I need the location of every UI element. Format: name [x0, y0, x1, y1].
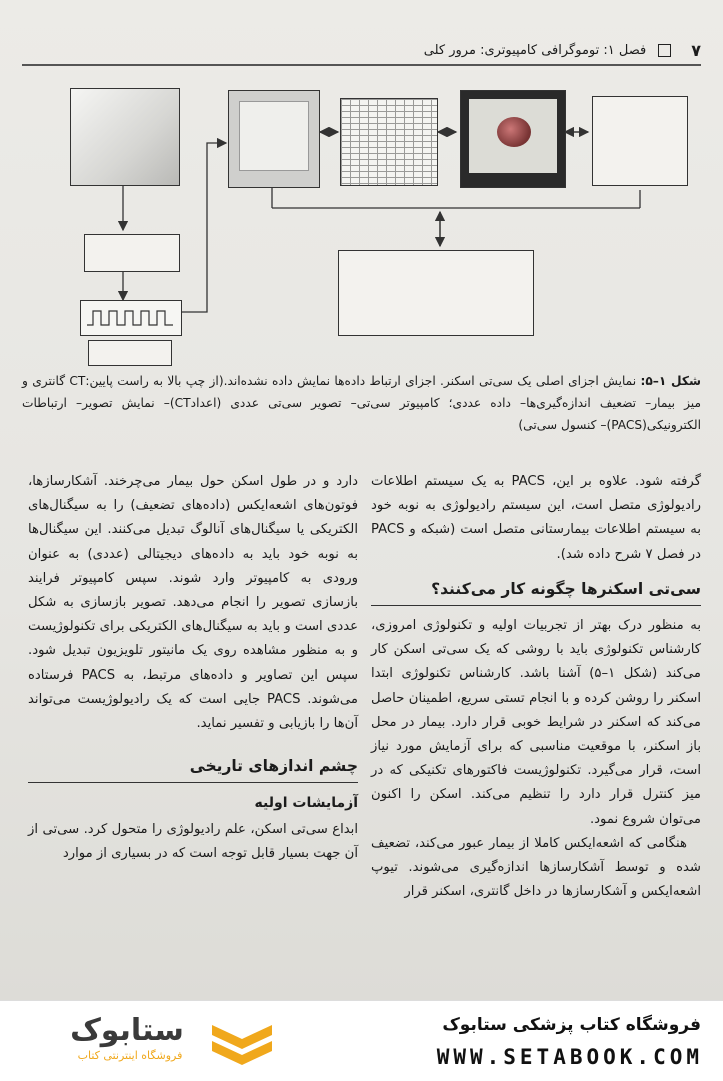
page-number: ۷	[691, 40, 701, 60]
store-banner	[0, 1000, 723, 1081]
paragraph: گرفته شود. علاوه بر این، PACS به یک سیستم اطلاعات رادیولوژی متصل است، این سیستم رادیولوژی به نوبه خود به سیستم اطلاعات بیمارستانی متصل است (شبکه و PACS در فصل ۷ شرح داده شد).	[371, 474, 701, 562]
right-column	[371, 470, 701, 904]
ct-computer-photo	[228, 90, 320, 188]
pacs-box	[338, 250, 534, 336]
square-ornament-icon	[658, 44, 671, 57]
paragraph: ابداع سی‌تی اسکن، علم رادیولوژی را متحول کرد. سی‌تی از آن جهت بسیار قابل توجه است که در بسیاری از موارد	[28, 821, 358, 861]
section-heading: سی‌تی اسکنرها چگونه کار می‌کنند؟	[371, 577, 701, 606]
attenuation-measurement-box	[84, 234, 180, 272]
ct-gantry-photo	[70, 88, 180, 186]
logo-subtitle: فروشگاه اینترنتی کتاب	[77, 1049, 183, 1062]
store-logo[interactable]	[22, 1013, 272, 1069]
logo-text: ستابوک	[70, 1013, 184, 1048]
paragraph: به منظور درک بهتر از تجربیات اولیه و تکنولوژی امروزی، کارشناس تکنولوژی باید با روشی که یک سی‌تی اسکن کار می‌کند (شکل ۱–۵) آشنا باشد. کارشناس تکنولوژی ابتدا اسکنر را روشن کرده و با انجام تستی سریع، اطمینان حاصل می‌کند که اسکنر در شرایط خوبی قرار دارد. بیمار در محل باز اسکنر، با موقعیت مناسبی که برای آزمایش مورد نیاز است، قرار می‌گیرد. تکنولوژیست فاکتورهای تکنیکی که در میز کنترل قرار دارد را تنظیم می‌کند. اسکن را اکنون می‌توان شروع نمود.	[371, 618, 701, 827]
paragraph: هنگامی که اشعه‌ایکس کاملا از بیمار عبور می‌کند، تضعیف شده و توسط آشکارسازها اندازه‌گیری می‌شوند. تیوپ اشعه‌ایکس و آشکارسازها در داخل گانتری، اسکنر قرار	[371, 835, 701, 900]
page-header	[22, 38, 701, 62]
chapter-title: فصل ۱: توموگرافی کامپیوتری: مرور کلی	[423, 42, 647, 58]
section-heading: چشم اندازهای تاریخی	[28, 754, 358, 783]
digital-data-box	[88, 340, 172, 366]
ct-scanner-diagram	[0, 80, 723, 380]
caption-label: شکل ۱–۵:	[640, 374, 701, 388]
image-display-monitor	[460, 90, 566, 188]
header-rule	[22, 64, 701, 66]
analog-signal-box	[80, 300, 182, 336]
paragraph: دارد و در طول اسکن حول بیمار می‌چرخند. آشکارسازها، فوتون‌های اشعه‌ایکس (داده‌های تضعیف) را به سیگنال‌های الکتریکی یا سیگنال‌های آنالوگ تبدیل می‌کنند. این سیگنال‌ها به نوبه خود باید به داده‌های دیجیتالی (عددی) به عنوان ورودی به کامپیوتر وارد شوند. سپس کامپیوتر فرایند بازسازی تصویر را انجام می‌دهد. تصویر بازسازی به شکل عددی است و باید به سیگنال‌های الکتریکی برای تکنولوژیست و به منظور مشاهده روی یک مانیتور تلویزیون تبدیل شود. سپس این تصاویر و داده‌های مرتبط، به PACS فرستاده می‌شوند. PACS جایی است که یک رادیولوژیست می‌تواند آن‌ها را بازیابی و تفسیر نماید.	[28, 474, 358, 732]
square-wave-icon	[81, 301, 181, 335]
caption-text: نمایش اجزای اصلی یک سی‌تی اسکنر. اجزای ارتباط داده‌ها نمایش داده نشده‌اند.(از چپ بالا به راست پایین:CT گانتری و میز بیمار– تضعیف اندازه‌گیری‌ها– داده عددی؛ کامپیوتر سی‌تی– تصویر سی‌تی عددی (اعدادCT)– نمایش تصویر– ارتباطات الکترونیکی(PACS)– کنسول سی‌تی)	[22, 374, 702, 432]
chevron-logo-icon	[210, 1021, 274, 1065]
ct-numbers-grid	[340, 98, 438, 186]
shop-url-link[interactable]: WWW.SETABOOK.COM	[436, 1045, 703, 1069]
subsection-heading: آزمایشات اولیه	[254, 795, 358, 812]
figure-caption	[22, 370, 701, 436]
shop-name: فروشگاه کتاب پزشکی ستابوک	[442, 1015, 701, 1035]
left-column	[28, 470, 358, 866]
ct-console-box	[592, 96, 688, 186]
